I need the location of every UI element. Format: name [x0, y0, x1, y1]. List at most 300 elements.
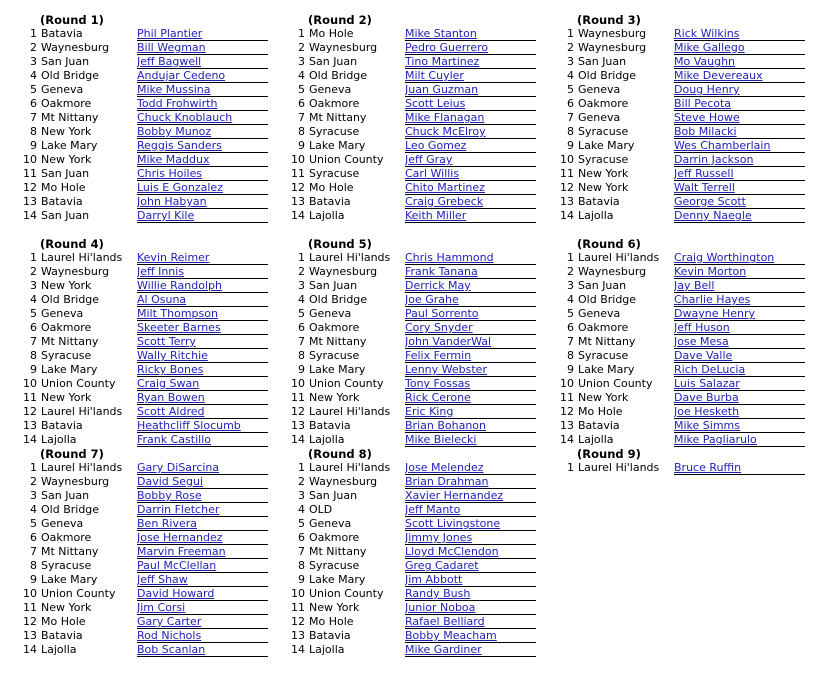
player-link[interactable]: Scott Leius — [405, 97, 536, 111]
player-link[interactable]: Gary Carter — [137, 615, 268, 629]
pick-number: 13 — [560, 419, 574, 432]
pick-number: 11 — [291, 601, 305, 614]
player-link[interactable]: Luis E Gonzalez — [137, 181, 268, 195]
team-name: Oakmore — [578, 321, 629, 334]
pick-row — [288, 419, 558, 433]
player-link[interactable]: Bill Pecota — [674, 97, 805, 111]
player-link[interactable]: Jose Melendez — [405, 461, 536, 475]
pick-row — [20, 307, 290, 321]
pick-number: 8 — [298, 349, 305, 362]
team-name: Laurel Hi'lands — [41, 461, 123, 474]
team-name: Batavia — [41, 27, 83, 40]
pick-number: 2 — [30, 41, 37, 54]
team-name: Waynesburg — [578, 41, 647, 54]
team-name: Geneva — [309, 517, 352, 530]
pick-number: 10 — [560, 153, 574, 166]
team-name: Lake Mary — [309, 363, 366, 376]
pick-row — [20, 629, 290, 643]
player-link[interactable]: Bob Scanlan — [137, 643, 268, 657]
pick-number: 9 — [30, 139, 37, 152]
player-link[interactable]: Willie Randolph — [137, 279, 268, 293]
pick-number: 3 — [567, 55, 574, 68]
pick-number: 1 — [30, 251, 37, 264]
team-name: OLD — [309, 503, 333, 516]
team-name: Oakmore — [41, 321, 92, 334]
pick-number: 7 — [30, 111, 37, 124]
player-link[interactable]: Marvin Freeman — [137, 545, 268, 559]
team-name: Syracuse — [41, 559, 92, 572]
team-name: Batavia — [41, 629, 83, 642]
player-link[interactable]: Wes Chamberlain — [674, 139, 805, 153]
team-name: Old Bridge — [578, 69, 637, 82]
player-link[interactable]: Todd Frohwirth — [137, 97, 268, 111]
player-link[interactable]: Xavier Hernandez — [405, 489, 536, 503]
player-link[interactable]: Keith Miller — [405, 209, 536, 223]
team-name: Geneva — [41, 307, 84, 320]
player-link[interactable]: Bobby Rose — [137, 489, 268, 503]
team-name: New York — [578, 391, 629, 404]
player-link[interactable]: John VanderWal — [405, 335, 536, 349]
pick-row — [20, 601, 290, 615]
player-link[interactable]: Skeeter Barnes — [137, 321, 268, 335]
team-name: Mo Hole — [309, 615, 354, 628]
player-link[interactable]: Kevin Reimer — [137, 251, 268, 265]
player-link[interactable]: Darrin Jackson — [674, 153, 805, 167]
team-name: Lajolla — [578, 433, 614, 446]
pick-row — [20, 181, 290, 195]
pick-row — [288, 573, 558, 587]
player-link[interactable]: Mike Bielecki — [405, 433, 536, 447]
pick-number: 6 — [298, 321, 305, 334]
pick-row — [288, 279, 558, 293]
round-title: (Round 4) — [40, 237, 104, 251]
player-link[interactable]: Junior Noboa — [405, 601, 536, 615]
pick-number: 5 — [30, 307, 37, 320]
player-link[interactable]: Tino Martinez — [405, 55, 536, 69]
pick-row — [288, 363, 558, 377]
player-link[interactable]: Jeff Innis — [137, 265, 268, 279]
player-link[interactable]: Joe Hesketh — [674, 405, 805, 419]
player-link[interactable]: Frank Castillo — [137, 433, 268, 447]
pick-row — [20, 321, 290, 335]
player-link[interactable]: Ryan Bowen — [137, 391, 268, 405]
player-link[interactable]: Juan Guzman — [405, 83, 536, 97]
team-name: Mt Nittany — [41, 545, 99, 558]
player-link[interactable]: Scott Terry — [137, 335, 268, 349]
team-name: San Juan — [41, 167, 90, 180]
team-name: Lajolla — [578, 209, 614, 222]
round-title: (Round 6) — [577, 237, 641, 251]
pick-number: 4 — [298, 293, 305, 306]
player-link[interactable]: Milt Thompson — [137, 307, 268, 321]
player-link[interactable]: Mike Maddux — [137, 153, 268, 167]
team-name: Old Bridge — [309, 69, 368, 82]
team-name: Mo Hole — [41, 181, 86, 194]
team-name: Mt Nittany — [41, 111, 99, 124]
round-title: (Round 5) — [308, 237, 372, 251]
pick-row — [557, 181, 824, 195]
pick-row — [20, 293, 290, 307]
pick-number: 7 — [30, 545, 37, 558]
pick-number: 8 — [30, 349, 37, 362]
team-name: Union County — [578, 377, 653, 390]
pick-number: 11 — [23, 167, 37, 180]
player-link[interactable]: Felix Fermin — [405, 349, 536, 363]
pick-number: 10 — [23, 377, 37, 390]
pick-row — [288, 153, 558, 167]
pick-number: 9 — [30, 573, 37, 586]
player-link[interactable]: Jeff Bagwell — [137, 55, 268, 69]
pick-row — [20, 559, 290, 573]
pick-number: 7 — [567, 335, 574, 348]
pick-row — [288, 629, 558, 643]
pick-row — [288, 125, 558, 139]
player-link[interactable]: Jim Corsi — [137, 601, 268, 615]
pick-row — [557, 363, 824, 377]
player-link[interactable]: Greg Cadaret — [405, 559, 536, 573]
player-link[interactable]: Chuck Knoblauch — [137, 111, 268, 125]
pick-row — [288, 83, 558, 97]
player-link[interactable]: Randy Bush — [405, 587, 536, 601]
pick-row — [20, 69, 290, 83]
player-link[interactable]: Mike Gardiner — [405, 643, 536, 657]
player-link[interactable]: Rick Wilkins — [674, 27, 805, 41]
player-link[interactable]: Jeff Gray — [405, 153, 536, 167]
player-link[interactable]: Jeff Russell — [674, 167, 805, 181]
team-name: Mo Hole — [309, 181, 354, 194]
team-name: Mt Nittany — [309, 545, 367, 558]
pick-row — [288, 433, 558, 447]
player-link[interactable]: Dave Valle — [674, 349, 805, 363]
player-link[interactable]: Chuck McElroy — [405, 125, 536, 139]
pick-row — [20, 419, 290, 433]
player-link[interactable]: Pedro Guerrero — [405, 41, 536, 55]
player-link[interactable]: Heathcliff Slocumb — [137, 419, 268, 433]
player-link[interactable]: Chris Hammond — [405, 251, 536, 265]
pick-row — [288, 503, 558, 517]
pick-number: 3 — [298, 279, 305, 292]
pick-row — [288, 209, 558, 223]
player-link[interactable]: Scott Aldred — [137, 405, 268, 419]
team-name: Batavia — [309, 195, 351, 208]
player-link[interactable]: George Scott — [674, 195, 805, 209]
pick-row — [288, 391, 558, 405]
pick-row — [288, 545, 558, 559]
pick-row — [288, 335, 558, 349]
pick-row — [288, 97, 558, 111]
pick-row — [288, 181, 558, 195]
player-link[interactable]: Eric King — [405, 405, 536, 419]
team-name: Mt Nittany — [578, 335, 636, 348]
round-title: (Round 1) — [40, 13, 104, 27]
pick-number: 8 — [30, 559, 37, 572]
player-link[interactable]: David Segui — [137, 475, 268, 489]
player-link[interactable]: Brian Drahman — [405, 475, 536, 489]
pick-number: 2 — [298, 475, 305, 488]
pick-number: 3 — [298, 55, 305, 68]
pick-number: 4 — [567, 69, 574, 82]
pick-row — [288, 55, 558, 69]
player-link[interactable]: Paul McClellan — [137, 559, 268, 573]
team-name: Waynesburg — [41, 41, 110, 54]
player-link[interactable]: David Howard — [137, 587, 268, 601]
pick-row — [288, 69, 558, 83]
player-link[interactable]: Tony Fossas — [405, 377, 536, 391]
player-link[interactable]: Rick Cerone — [405, 391, 536, 405]
player-link[interactable]: Al Osuna — [137, 293, 268, 307]
round-title: (Round 9) — [577, 447, 641, 461]
team-name: Syracuse — [578, 153, 629, 166]
team-name: Batavia — [41, 419, 83, 432]
team-name: Union County — [309, 153, 384, 166]
player-link[interactable]: Walt Terrell — [674, 181, 805, 195]
player-link[interactable]: Mike Simms — [674, 419, 805, 433]
player-link[interactable]: Bobby Meacham — [405, 629, 536, 643]
team-name: Mt Nittany — [309, 111, 367, 124]
team-name: Laurel Hi'lands — [578, 461, 660, 474]
pick-number: 11 — [291, 167, 305, 180]
player-link[interactable]: Derrick May — [405, 279, 536, 293]
pick-number: 9 — [567, 139, 574, 152]
player-link[interactable]: Scott Livingstone — [405, 517, 536, 531]
player-link[interactable]: Dave Burba — [674, 391, 805, 405]
team-name: Oakmore — [578, 97, 629, 110]
pick-number: 11 — [560, 167, 574, 180]
player-link[interactable]: Mike Gallego — [674, 41, 805, 55]
pick-row — [20, 335, 290, 349]
pick-number: 6 — [30, 321, 37, 334]
player-link[interactable]: Andujar Cedeno — [137, 69, 268, 83]
pick-row — [288, 321, 558, 335]
player-link[interactable]: Jose Mesa — [674, 335, 805, 349]
player-link[interactable]: Bobby Munoz — [137, 125, 268, 139]
player-link[interactable]: Gary DiSarcina — [137, 461, 268, 475]
pick-row — [20, 545, 290, 559]
pick-number: 1 — [567, 27, 574, 40]
player-link[interactable]: Darryl Kile — [137, 209, 268, 223]
player-link[interactable]: Chito Martinez — [405, 181, 536, 195]
pick-number: 13 — [291, 419, 305, 432]
team-name: Mo Hole — [41, 615, 86, 628]
player-link[interactable]: Steve Howe — [674, 111, 805, 125]
pick-row — [557, 153, 824, 167]
pick-row — [288, 517, 558, 531]
player-link[interactable]: Lenny Webster — [405, 363, 536, 377]
pick-number: 10 — [291, 377, 305, 390]
player-link[interactable]: Jimmy Jones — [405, 531, 536, 545]
team-name: New York — [41, 601, 92, 614]
player-link[interactable]: Cory Snyder — [405, 321, 536, 335]
pick-row — [20, 97, 290, 111]
player-link[interactable]: Bob Milacki — [674, 125, 805, 139]
player-link[interactable]: Jeff Shaw — [137, 573, 268, 587]
player-link[interactable]: Craig Worthington — [674, 251, 805, 265]
pick-row — [288, 349, 558, 363]
player-link[interactable]: Wally Ritchie — [137, 349, 268, 363]
player-link[interactable]: Rafael Belliard — [405, 615, 536, 629]
player-link[interactable]: Leo Gomez — [405, 139, 536, 153]
player-link[interactable]: Darrin Fletcher — [137, 503, 268, 517]
pick-row — [20, 195, 290, 209]
pick-row — [20, 279, 290, 293]
player-link[interactable]: Ben Rivera — [137, 517, 268, 531]
team-name: San Juan — [41, 209, 90, 222]
player-link[interactable]: Bill Wegman — [137, 41, 268, 55]
player-link[interactable]: Rod Nichols — [137, 629, 268, 643]
player-link[interactable]: Milt Cuyler — [405, 69, 536, 83]
pick-number: 5 — [30, 83, 37, 96]
pick-number: 7 — [30, 335, 37, 348]
pick-row — [557, 419, 824, 433]
team-name: San Juan — [578, 55, 627, 68]
team-name: San Juan — [309, 55, 358, 68]
player-link[interactable]: Luis Salazar — [674, 377, 805, 391]
player-link[interactable]: Chris Hoiles — [137, 167, 268, 181]
pick-number: 3 — [30, 55, 37, 68]
player-link[interactable]: Mike Stanton — [405, 27, 536, 41]
team-name: Waynesburg — [41, 475, 110, 488]
pick-number: 4 — [30, 293, 37, 306]
pick-row — [20, 587, 290, 601]
player-link[interactable]: Reggis Sanders — [137, 139, 268, 153]
team-name: Oakmore — [309, 97, 360, 110]
player-link[interactable]: Jay Bell — [674, 279, 805, 293]
pick-row — [20, 209, 290, 223]
pick-row — [557, 265, 824, 279]
player-link[interactable]: Mike Mussina — [137, 83, 268, 97]
pick-row — [20, 517, 290, 531]
pick-number: 1 — [30, 27, 37, 40]
player-link[interactable]: Jim Abbott — [405, 573, 536, 587]
pick-number: 1 — [567, 251, 574, 264]
player-link[interactable]: Paul Sorrento — [405, 307, 536, 321]
pick-row — [20, 461, 290, 475]
pick-row — [288, 615, 558, 629]
pick-row — [557, 139, 824, 153]
round-title: (Round 2) — [308, 13, 372, 27]
pick-number: 4 — [30, 503, 37, 516]
player-link[interactable]: Charlie Hayes — [674, 293, 805, 307]
pick-row — [20, 139, 290, 153]
pick-row — [288, 559, 558, 573]
player-link[interactable]: Mike Pagliarulo — [674, 433, 805, 447]
pick-row — [288, 601, 558, 615]
player-link[interactable]: Mike Devereaux — [674, 69, 805, 83]
pick-row — [557, 377, 824, 391]
player-link[interactable]: Mo Vaughn — [674, 55, 805, 69]
team-name: Union County — [41, 587, 116, 600]
pick-number: 2 — [30, 265, 37, 278]
pick-number: 6 — [30, 97, 37, 110]
pick-row — [288, 139, 558, 153]
pick-number: 2 — [298, 265, 305, 278]
pick-row — [557, 55, 824, 69]
team-name: Waynesburg — [309, 265, 378, 278]
team-name: Old Bridge — [578, 293, 637, 306]
team-name: Laurel Hi'lands — [309, 251, 391, 264]
team-name: Lake Mary — [578, 363, 635, 376]
pick-row — [288, 307, 558, 321]
pick-row — [288, 111, 558, 125]
team-name: Batavia — [578, 195, 620, 208]
team-name: Union County — [41, 377, 116, 390]
player-link[interactable]: John Habyan — [137, 195, 268, 209]
team-name: Geneva — [578, 111, 621, 124]
player-link[interactable]: Kevin Morton — [674, 265, 805, 279]
player-link[interactable]: Bruce Ruffin — [674, 461, 805, 475]
pick-row — [557, 125, 824, 139]
pick-row — [557, 251, 824, 265]
player-link[interactable]: Brian Bohanon — [405, 419, 536, 433]
pick-row — [20, 503, 290, 517]
player-link[interactable]: Frank Tanana — [405, 265, 536, 279]
player-link[interactable]: Craig Grebeck — [405, 195, 536, 209]
pick-number: 1 — [30, 461, 37, 474]
pick-number: 5 — [567, 307, 574, 320]
team-name: Lake Mary — [41, 573, 98, 586]
pick-row — [557, 111, 824, 125]
pick-row — [557, 349, 824, 363]
team-name: Lake Mary — [309, 573, 366, 586]
player-link[interactable]: Denny Naegle — [674, 209, 805, 223]
pick-number: 7 — [298, 335, 305, 348]
player-link[interactable]: Jeff Manto — [405, 503, 536, 517]
team-name: Laurel Hi'lands — [41, 405, 123, 418]
pick-row — [557, 335, 824, 349]
player-link[interactable]: Craig Swan — [137, 377, 268, 391]
pick-number: 3 — [30, 489, 37, 502]
player-link[interactable]: Joe Grahe — [405, 293, 536, 307]
player-link[interactable]: Ricky Bones — [137, 363, 268, 377]
pick-number: 3 — [298, 489, 305, 502]
pick-row — [557, 279, 824, 293]
pick-row — [557, 83, 824, 97]
pick-row — [20, 153, 290, 167]
pick-row — [20, 363, 290, 377]
pick-number: 2 — [567, 265, 574, 278]
pick-number: 14 — [291, 433, 305, 446]
player-link[interactable]: Mike Flanagan — [405, 111, 536, 125]
pick-number: 4 — [30, 69, 37, 82]
pick-number: 5 — [298, 307, 305, 320]
player-link[interactable]: Jeff Huson — [674, 321, 805, 335]
pick-row — [557, 307, 824, 321]
player-link[interactable]: Phil Plantier — [137, 27, 268, 41]
pick-row — [557, 97, 824, 111]
pick-row — [20, 167, 290, 181]
player-link[interactable]: Rich DeLucia — [674, 363, 805, 377]
pick-row — [288, 531, 558, 545]
pick-row — [20, 83, 290, 97]
player-link[interactable]: Lloyd McClendon — [405, 545, 536, 559]
pick-row — [20, 615, 290, 629]
team-name: Lajolla — [309, 209, 345, 222]
pick-row — [20, 41, 290, 55]
round-title: (Round 7) — [40, 447, 104, 461]
pick-row — [557, 209, 824, 223]
team-name: New York — [41, 391, 92, 404]
team-name: New York — [309, 601, 360, 614]
player-link[interactable]: Doug Henry — [674, 83, 805, 97]
team-name: San Juan — [309, 279, 358, 292]
pick-row — [20, 349, 290, 363]
team-name: Old Bridge — [41, 69, 100, 82]
player-link[interactable]: Jose Hernandez — [137, 531, 268, 545]
team-name: San Juan — [309, 489, 358, 502]
pick-number: 13 — [23, 195, 37, 208]
player-link[interactable]: Carl Willis — [405, 167, 536, 181]
player-link[interactable]: Dwayne Henry — [674, 307, 805, 321]
